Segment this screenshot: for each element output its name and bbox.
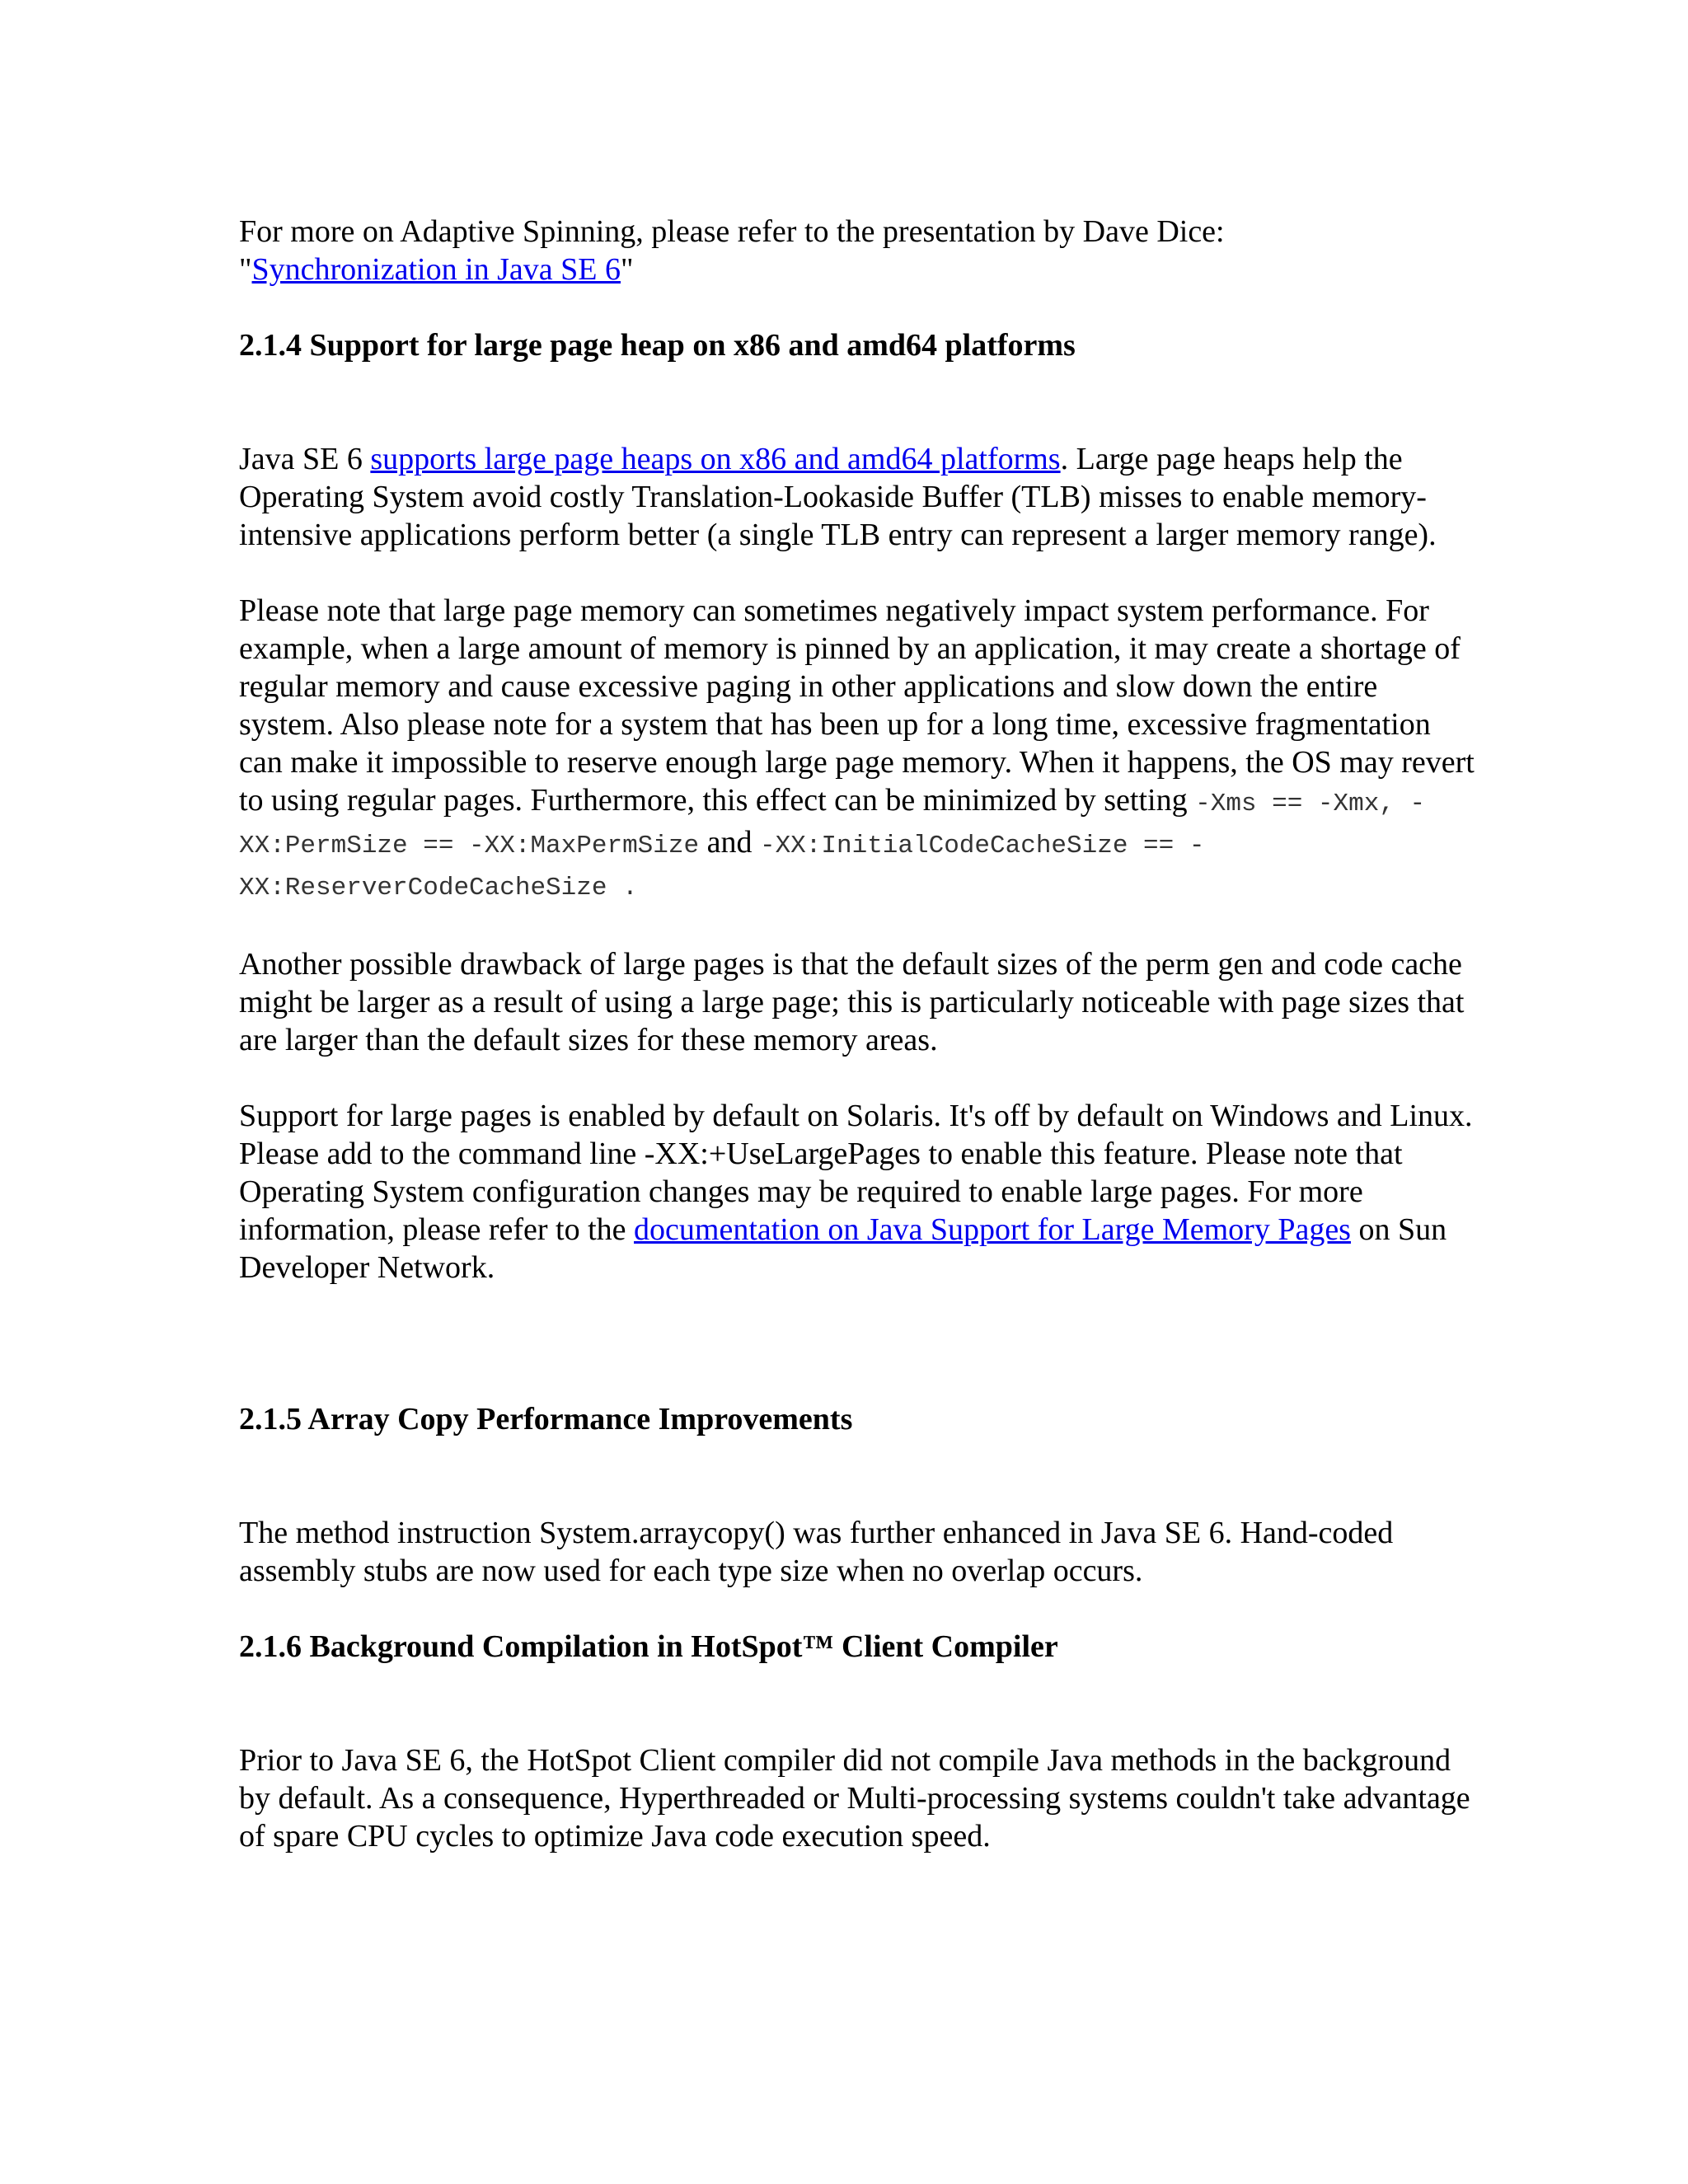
heading-2-1-4: 2.1.4 Support for large page heap on x86 and amd64 platforms [239, 328, 1076, 363]
large-page-note-text: Please note that large page memory can sometimes negatively impact system performance. For example, when a large amount of memory is pinned by an application, it may create a shortage of regular memory and cause excessive paging in other applications and slow down the entire system. Also please note for a system that has been up for a long time, excessive fragmentation can make it impossible to reserve enough large page memory. When it happens, the OS may revert to using regular pages. Furthermore, this effect can be minimized by setting [239, 593, 1475, 818]
large-page-support-paragraph [239, 1097, 1475, 1286]
synchronization-link[interactable]: Synchronization in Java SE 6 [251, 252, 621, 287]
quote-open: " [239, 252, 252, 287]
large-page-note-paragraph [239, 592, 1475, 907]
large-page-intro-paragraph [239, 440, 1475, 554]
large-page-heaps-link[interactable]: supports large page heaps on x86 and amd64 platforms [370, 442, 1061, 476]
drawback-paragraph: Another possible drawback of large pages is that the default sizes of the perm gen and code cache might be larger as a result of using a large page; this is particularly noticeable with page sizes that are larger than the default sizes for these memory areas. [239, 947, 1465, 1057]
large-memory-pages-doc-link[interactable]: documentation on Java Support for Large Memory Pages [634, 1212, 1351, 1247]
large-page-support-before: Support for large pages is enabled by default on Solaris. It's off by default on Windows and Linux. Please add to the command line -XX:+UseLargePages to enable this feature. Please note that Operating System configuration changes may be required to enable large pages. For more information, please refer to the [239, 1099, 1473, 1247]
heading-2-1-6: 2.1.6 Background Compilation in HotSpot™ Client Compiler [239, 1629, 1058, 1664]
array-copy-paragraph: The method instruction System.arraycopy() was further enhanced in Java SE 6. Hand-coded assembly stubs are now used for each type size when no overlap occurs. [239, 1516, 1394, 1588]
adaptive-spinning-text: For more on Adaptive Spinning, please refer to the presentation by Dave Dice: [239, 214, 1225, 249]
jvm-flags-code-2: -XX:InitialCodeCacheSize == -XX:ReserverCodeCacheSize . [239, 832, 1205, 902]
jvm-flags-code-1: -Xms == -Xmx, -XX:PermSize == -XX:MaxPermSize [239, 790, 1426, 860]
heading-2-1-5: 2.1.5 Array Copy Performance Improvements [239, 1402, 853, 1436]
document-page [239, 213, 1475, 1855]
large-page-support-after: on Sun Developer Network. [239, 1212, 1447, 1285]
large-page-intro-after: . Large page heaps help the Operating System avoid costly Translation-Lookaside Buffer (TLB) misses to enable memory-intensive applications perform better (a single TLB entry can represent a larger memory range). [239, 442, 1437, 552]
adaptive-spinning-paragraph [239, 213, 1475, 288]
background-compilation-paragraph: Prior to Java SE 6, the HotSpot Client compiler did not compile Java methods in the background by default. As a consequence, Hyperthreaded or Multi-processing systems couldn't take advantage of spare CPU cycles to optimize Java code execution speed. [239, 1743, 1470, 1854]
quote-close: " [621, 252, 634, 287]
large-page-intro-before: Java SE 6 [239, 442, 371, 476]
large-page-note-and: and [699, 825, 760, 860]
